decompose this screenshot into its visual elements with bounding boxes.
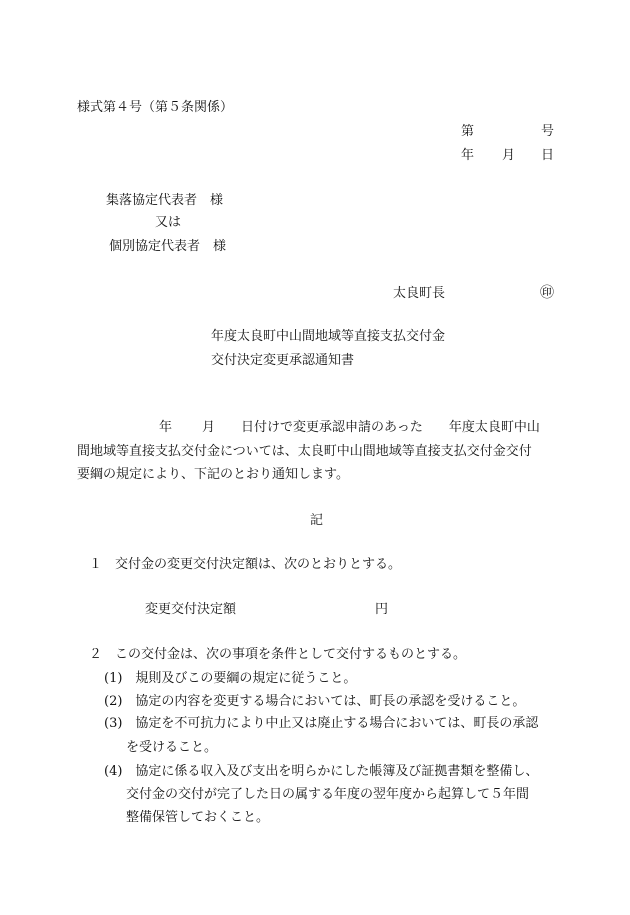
date-day: 日 <box>541 148 555 163</box>
condition-2: (2) 協定の内容を変更する場合においては、町長の承認を受けること。 <box>104 694 526 709</box>
condition-4b: 交付金の交付が完了した日の属する年度の翌年度から起算して５年間 <box>126 787 530 802</box>
item-2: ２ この交付金は、次の事項を条件として交付するものとする。 <box>89 647 467 662</box>
date-year: 年 <box>461 148 475 163</box>
amount-unit: 円 <box>375 602 389 617</box>
condition-3a: (3) 協定を不可抗力により中止又は廃止する場合においては、町長の承認 <box>104 716 539 731</box>
form-label: 様式第４号（第５条関係） <box>77 100 234 115</box>
item-1: １ 交付金の変更交付決定額は、次のとおりとする。 <box>89 557 402 572</box>
condition-4a: (4) 協定に係る収入及び支出を明らかにした帳簿及び証拠書類を整備し、 <box>104 764 539 779</box>
condition-4c: 整備保管しておくこと。 <box>126 810 270 825</box>
body-year: 年 <box>159 420 173 435</box>
date-month: 月 <box>502 148 516 163</box>
amount-label: 変更交付決定額 <box>145 602 237 617</box>
addressee-or: 又は <box>155 215 182 230</box>
addressee-group: 集落協定代表者 様 <box>106 193 224 208</box>
number-prefix: 第 <box>461 124 475 139</box>
document-title-line1: 年度太良町中山間地域等直接支払交付金 <box>211 329 446 344</box>
body-month: 月 <box>202 420 216 435</box>
condition-3b: を受けること。 <box>126 740 218 755</box>
seal-mark: ㊞ <box>540 285 554 301</box>
document-title-line2: 交付決定変更承認通知書 <box>211 353 355 368</box>
body-line1: 日付けで変更承認申請のあった 年度太良町中山 <box>241 420 540 435</box>
addressee-individual: 個別協定代表者 様 <box>109 239 227 254</box>
number-suffix: 号 <box>541 124 555 139</box>
body-line3: 要綱の規定により、下記のとおり通知します。 <box>77 467 349 482</box>
ki-heading: 記 <box>310 513 324 528</box>
condition-1: (1) 規則及びこの要綱の規定に従うこと。 <box>104 671 357 686</box>
body-line2: 間地域等直接支払交付金については、太良町中山間地域等直接支払交付金交付 <box>77 444 532 459</box>
sender-name: 太良町長 <box>393 286 446 301</box>
